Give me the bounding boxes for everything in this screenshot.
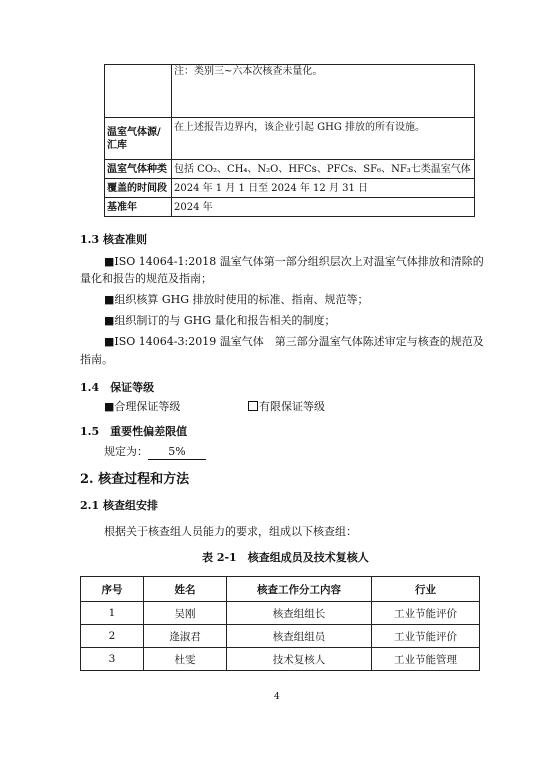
table-row — [105, 160, 475, 179]
assurance-option-unchecked: 有限保证等级 — [248, 400, 325, 414]
table-row: 3 杜雯 技术复核人 工业节能管理 — [81, 648, 480, 671]
row-value: 包括 CO₂、CH₄、N₂O、HFCs、PFCs、SF₆、NF₃七类温室气体 — [172, 160, 475, 179]
section-heading: 1.4 保证等级 — [80, 381, 155, 394]
table-header-row — [81, 577, 480, 602]
section-heading: 1.3 核查准则 — [80, 233, 147, 246]
criteria-line: ■组织制订的与 GHG 量化和报告相关的制度； — [104, 314, 336, 327]
assurance-option-checked: ■合理保证等级 — [104, 400, 181, 413]
row-label: 覆盖的时间段 — [105, 179, 172, 198]
table-row — [105, 118, 475, 160]
paragraph: 根据关于核查组人员能力的要求，组成以下核查组： — [104, 525, 357, 538]
section-heading: 2.1 核查组安排 — [80, 499, 158, 512]
table-row — [105, 198, 475, 217]
materiality-line: 规定为： 5% — [104, 445, 206, 460]
column-header: 姓名 — [144, 577, 227, 602]
scope-table — [104, 64, 475, 217]
criteria-line: 指南。 — [80, 353, 113, 366]
table-row — [105, 65, 475, 118]
criteria-line: ■ISO 14064-3:2019 温室气体 第三部分温室气体陈述审定与核查的规范及 — [104, 335, 484, 348]
criteria-line: ■ISO 14064-1:2018 温室气体第一部分组织层次上对温室气体排放和清除的 — [104, 255, 484, 268]
table-row: 1 吴刚 核查组组长 工业节能评价 — [81, 602, 480, 625]
row-value: 在上述报告边界内，该企业引起 GHG 排放的所有设施。 — [172, 118, 475, 160]
page-number: 4 — [274, 692, 280, 702]
table-row — [105, 179, 475, 198]
row-label: 温室气体源/汇库 — [105, 118, 172, 160]
chapter-heading: 2. 核查过程和方法 — [80, 472, 190, 487]
row-value: 2024 年 1 月 1 日至 2024 年 12 月 31 日 — [172, 179, 475, 198]
staff-table — [80, 576, 480, 671]
table-note: 注：类别三~六本次核查未量化。 — [172, 65, 475, 118]
section-heading: 1.5 重要性偏差限值 — [80, 425, 188, 438]
table-caption: 表 2-1 核查组成员及技术复核人 — [202, 551, 369, 564]
table-row: 2 逄淑君 核查组组员 工业节能评价 — [81, 625, 480, 648]
materiality-value: 5% — [148, 445, 206, 460]
column-header: 序号 — [81, 577, 144, 602]
checkbox-icon — [248, 401, 258, 411]
criteria-line: ■组织核算 GHG 排放时使用的标准、指南、规范等； — [104, 293, 369, 306]
criteria-line: 量化和报告的规范及指南； — [80, 272, 212, 285]
row-label: 温室气体种类 — [105, 160, 172, 179]
row-label: 基准年 — [105, 198, 172, 217]
row-value: 2024 年 — [172, 198, 475, 217]
column-header: 行业 — [372, 577, 480, 602]
column-header: 核查工作分工内容 — [227, 577, 372, 602]
